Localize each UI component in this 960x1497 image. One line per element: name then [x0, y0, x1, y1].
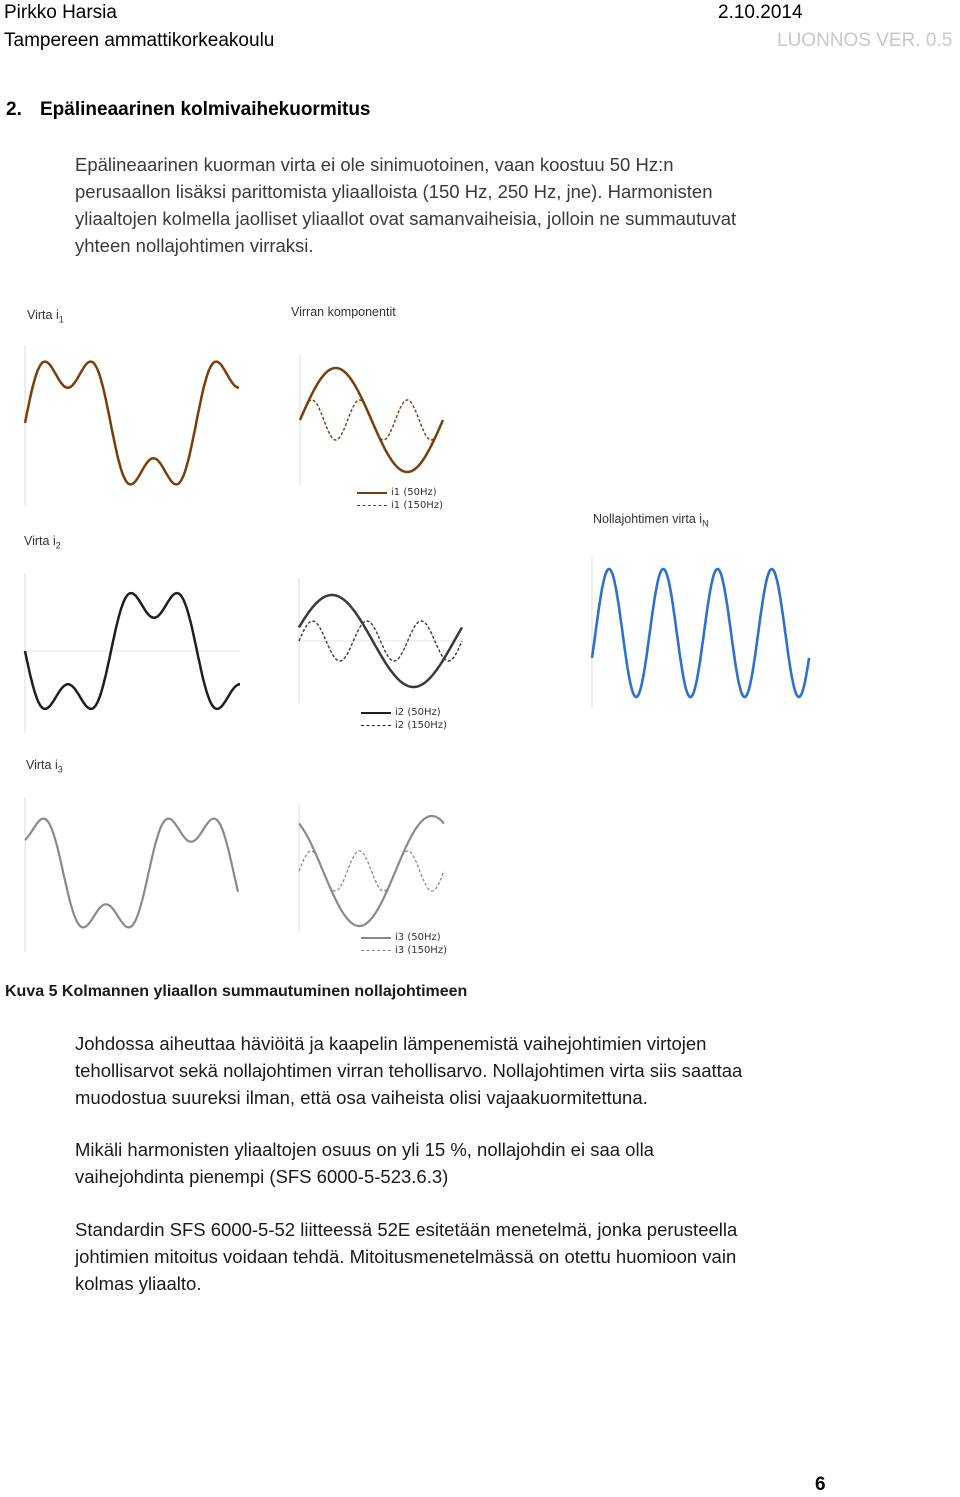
label-virran-komponentit: Virran komponentit — [291, 305, 396, 319]
plot-komponentit-2 — [298, 578, 464, 703]
waveform-i3 — [25, 819, 238, 928]
para3-line: kolmas yliaalto. — [75, 1273, 202, 1294]
page-number: 6 — [815, 1474, 826, 1495]
section-title: Epälineaarinen kolmivaihekuormitus — [40, 99, 371, 120]
para1-line: muodostua suureksi ilman, että osa vaiheista olisi vajaakuormitettuna. — [75, 1087, 648, 1108]
section-number: 2. — [6, 99, 22, 120]
plot-komponentit-3 — [298, 803, 446, 933]
para3-line: Standardin SFS 6000-5-52 liitteessä 52E esitetään menetelmä, jonka perusteella — [75, 1219, 738, 1240]
plot-nollajohtimen-virta — [591, 557, 811, 709]
intro-line: yliaaltojen kolmella jaolliset yliaallot ovat samanvaiheisia, jolloin ne summautuvat — [75, 208, 737, 229]
legend-3: i3 (50Hz) i3 (150Hz) — [361, 931, 447, 957]
label-virta-i1: Virta $i_1$ — [27, 308, 64, 325]
para3-line: johtimien mitoitus voidaan tehdä. Mitoitusmenetelmässä on otettu huomioon vain — [75, 1246, 737, 1267]
legend-2: i2 (50Hz) i2 (150Hz) — [361, 706, 447, 732]
plot-komponentit-1 — [299, 355, 445, 485]
waveform-i1-50hz — [300, 368, 443, 472]
plot-virta-i1 — [24, 345, 242, 505]
plot-virta-i3 — [24, 797, 240, 952]
header-date: 2.10.2014 — [718, 2, 803, 23]
para1-line: Johdossa aiheuttaa häviöitä ja kaapelin lämpenemistä vaihejohtimien virtojen — [75, 1033, 707, 1054]
waveform-neutral — [592, 569, 809, 697]
header-version: LUONNOS VER. 0.5 — [777, 30, 953, 51]
label-virta-i3: Virta $i_3$ — [26, 758, 63, 775]
para2-line: vaihejohdinta pienempi (SFS 6000-5-523.6.3) — [75, 1166, 449, 1187]
label-virta-i2: Virta $i_2$ — [24, 534, 61, 551]
intro-line: perusaallon lisäksi parittomista yliaalloista (150 Hz, 250 Hz, jne). Harmonisten — [75, 181, 713, 202]
waveform-i1 — [25, 362, 239, 485]
intro-line: yhteen nollajohtimen virraksi. — [75, 235, 314, 256]
header-school: Tampereen ammattikorkeakoulu — [4, 30, 275, 51]
legend-1: i1 (50Hz) i1 (150Hz) — [357, 486, 443, 512]
figure-caption: Kuva 5 Kolmannen yliaallon summautuminen nollajohtimeen — [5, 983, 468, 1000]
intro-line: Epälineaarinen kuorman virta ei ole sinimuotoinen, vaan koostuu 50 Hz:n — [75, 154, 674, 175]
waveform-i3-150hz — [299, 851, 444, 891]
plot-virta-i2 — [24, 573, 242, 733]
para1-line: tehollisarvot sekä nollajohtimen virran tehollisarvo. Nollajohtimen virta siis saattaa — [75, 1060, 743, 1081]
label-nollajohtimen-virta: Nollajohtimen virta $i_N$ — [593, 512, 709, 529]
para2-line: Mikäli harmonisten yliaaltojen osuus on yli 15 %, nollajohdin ei saa olla — [75, 1139, 654, 1160]
header-author: Pirkko Harsia — [4, 2, 117, 23]
